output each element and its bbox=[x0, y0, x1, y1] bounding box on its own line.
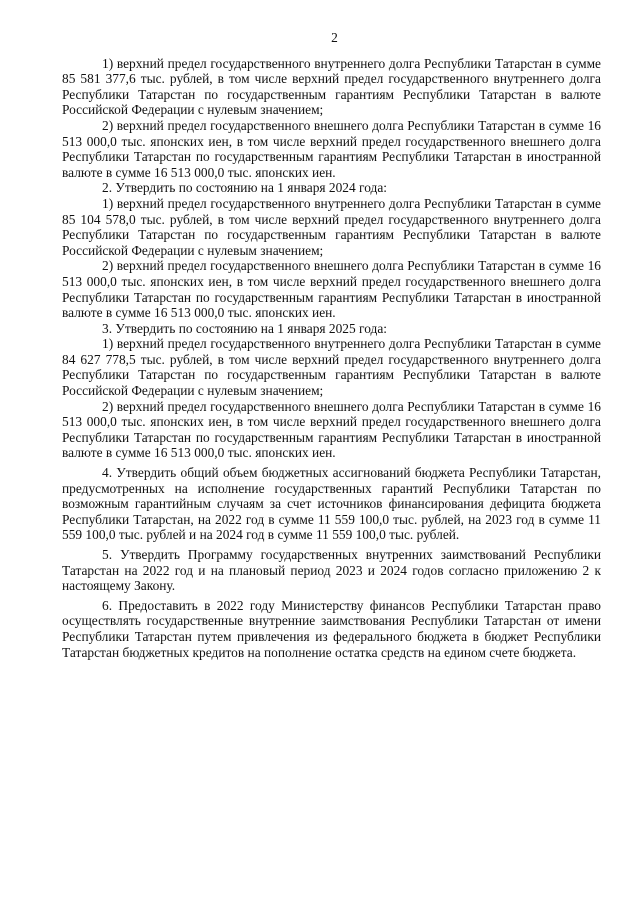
paragraph-section-4: 4. Утвердить общий объем бюджетных ассигнований бюджета Республики Татарстан, предусмотренных на исполнение государственных гарантий Республики Татарстан по возможным гарантийным случаям за счет источников финансирования дефицита бюджета Республики Татарстан, на 2022 год в сумме 11 559 100,0 тыс. рублей, на 2023 год в сумме 11 559 100,0 тыс. рублей и на 2024 год в сумме 11 559 100,0 тыс. рублей. bbox=[62, 465, 601, 543]
paragraph-2025-domestic-debt: 1) верхний предел государственного внутреннего долга Республики Татарстан в сумме 85 581 377,6 тыс. рублей, в том числе верхний предел государственного внутреннего долга Республики Татарстан по государственным гарантиям Республики Татарстан в валюте Российской Федерации с нулевым значением; bbox=[62, 55, 601, 118]
paragraph-section-3-heading: 3. Утвердить по состоянию на 1 января 2025 года: bbox=[102, 320, 387, 336]
paragraph-section-5: 5. Утвердить Программу государственных внутренних заимствований Республики Татарстан на 2022 год и на плановый период 2023 и 2024 годов согласно приложению 2 к настоящему Закону. bbox=[62, 547, 601, 594]
paragraph-2024-domestic-debt: 1) верхний предел государственного внутреннего долга Республики Татарстан в сумме 85 104 578,0 тыс. рублей, в том числе верхний предел государственного внутреннего долга Республики Татарстан по государственным гарантиям Республики Татарстан в валюте Российской Федерации с нулевым значением; bbox=[62, 195, 601, 258]
document-page bbox=[62, 30, 601, 660]
paragraph-2024-external-debt: 2) верхний предел государственного внешнего долга Республики Татарстан в сумме 16 513 000,0 тыс. японских иен, в том числе верхний предел государственного внешнего долга Республики Татарстан по государственным гарантиям Республики Татарстан в иностранной валюте в сумме 16 513 000,0 тыс. японских иен. bbox=[62, 258, 601, 321]
paragraph-section-2-heading: 2. Утвердить по состоянию на 1 января 2024 года: bbox=[102, 180, 387, 196]
paragraph-2025b-external-debt: 2) верхний предел государственного внешнего долга Республики Татарстан в сумме 16 513 000,0 тыс. японских иен, в том числе верхний предел государственного внешнего долга Республики Татарстан по государственным гарантиям Республики Татарстан в иностранной валюте в сумме 16 513 000,0 тыс. японских иен. bbox=[62, 398, 601, 461]
paragraph-section-6: 6. Предоставить в 2022 году Министерству финансов Республики Татарстан право осуществлять государственные внутренние заимствования Республики Татарстан от имени Республики Татарстан путем привлечения из федерального бюджета в бюджет Республики Татарстан бюджетных кредитов на пополнение остатка средств на едином счете бюджета. bbox=[62, 597, 601, 660]
paragraph-2025b-domestic-debt: 1) верхний предел государственного внутреннего долга Республики Татарстан в сумме 84 627 778,5 тыс. рублей, в том числе верхний предел государственного внутреннего долга Республики Татарстан по государственным гарантиям Республики Татарстан в валюте Российской Федерации с нулевым значением; bbox=[62, 336, 601, 399]
page-number: 2 bbox=[331, 30, 338, 45]
paragraph-2025-external-debt: 2) верхний предел государственного внешнего долга Республики Татарстан в сумме 16 513 000,0 тыс. японских иен, в том числе верхний предел государственного внешнего долга Республики Татарстан по государственным гарантиям Республики Татарстан в иностранной валюте в сумме 16 513 000,0 тыс. японских иен. bbox=[62, 117, 601, 180]
